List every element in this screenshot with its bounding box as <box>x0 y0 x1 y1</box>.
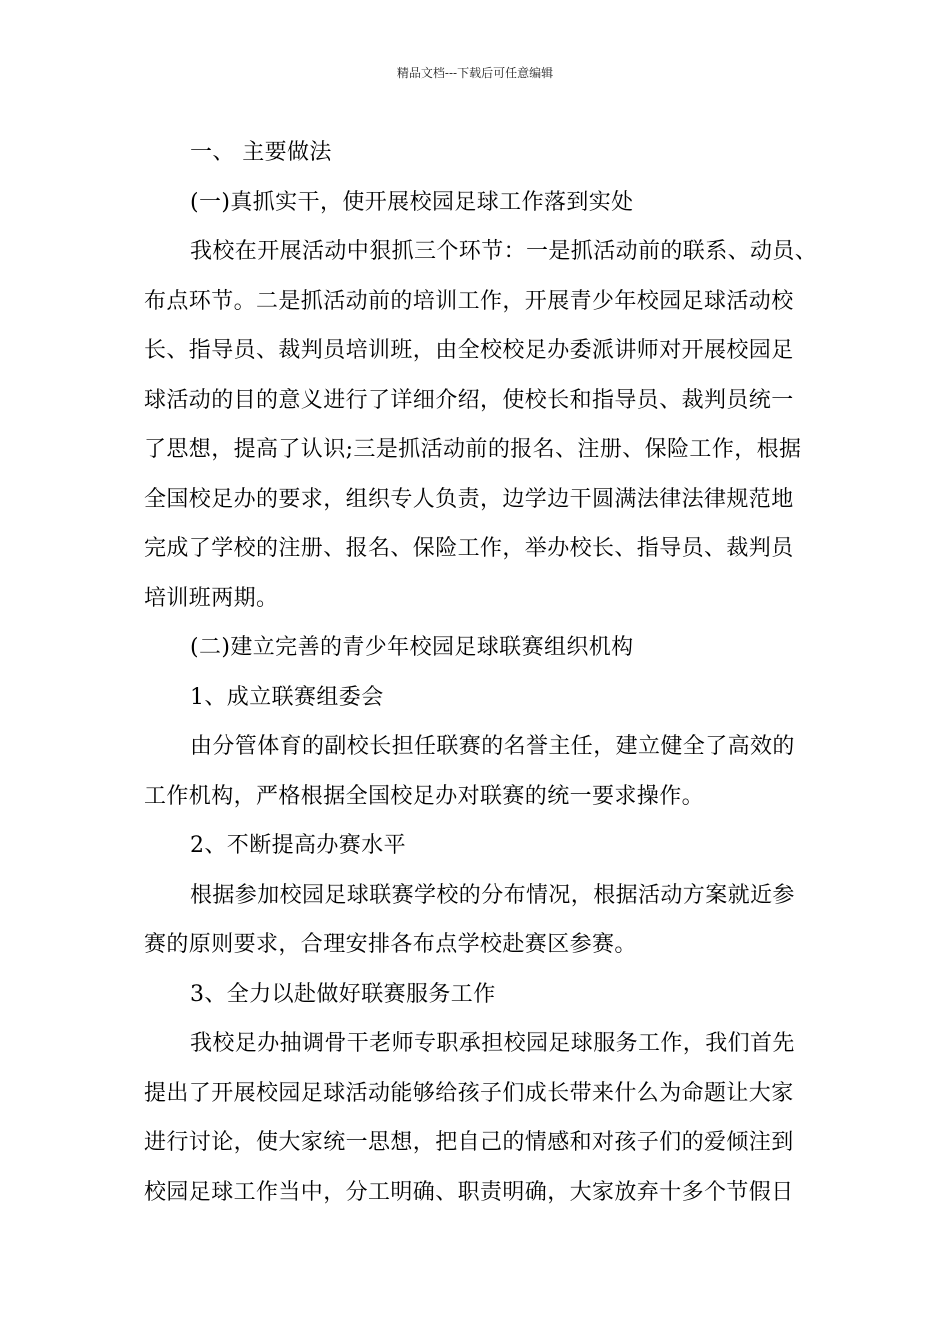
paragraph-line: 赛的原则要求，合理安排各布点学校赴赛区参赛。 <box>144 932 637 957</box>
paragraph-line: 布点环节。二是抓活动前的培训工作，开展青少年校园足球活动校 <box>144 288 794 314</box>
paragraph-line: 培训班两期。 <box>144 585 279 611</box>
item-heading: 3、全力以赴做好联赛服务工作 <box>190 981 496 1007</box>
paragraph-line: 工作机构，严格根据全国校足办对联赛的统一要求操作。 <box>144 783 705 809</box>
document-body <box>144 128 816 1217</box>
paragraph-line: 进行讨论，使大家统一思想，把自己的情感和对孩子们的爱倾注到 <box>144 1130 794 1155</box>
paragraph-line: 完成了学校的注册、报名、保险工作，举办校长、指导员、裁判员 <box>144 536 794 561</box>
subsection-heading: (二)建立完善的青少年校园足球联赛组织机构 <box>190 635 634 660</box>
paragraph-line: 根据参加校园足球联赛学校的分布情况，根据活动方案就近参 <box>190 882 795 908</box>
subsection-heading: (一)真抓实干，使开展校园足球工作落到实处 <box>190 189 634 215</box>
section-heading: 一、 主要做法 <box>190 140 332 165</box>
paragraph-line: 提出了开展校园足球活动能够给孩子们成长带来什么为命题让大家 <box>144 1080 794 1106</box>
paragraph-line: 我校在开展活动中狠抓三个环节：一是抓活动前的联系、动员、 <box>190 239 818 264</box>
paragraph-line: 了思想，提高了认识;三是抓活动前的报名、注册、保险工作，根据 <box>144 437 802 462</box>
item-heading: 1、成立联赛组委会 <box>190 684 384 710</box>
paragraph-line: 由分管体育的副校长担任联赛的名誉主任，建立健全了高效的 <box>190 734 795 759</box>
item-heading: 2、不断提高办赛水平 <box>190 833 406 858</box>
paragraph-line: 长、指导员、裁判员培训班，由全校校足办委派讲师对开展校园足 <box>144 338 794 363</box>
page-header: 精品文档---下载后可任意编辑 <box>396 66 554 80</box>
paragraph-line: 我校足办抽调骨干老师专职承担校园足球服务工作，我们首先 <box>190 1031 795 1056</box>
paragraph-line: 球活动的目的意义进行了详细介绍，使校长和指导员、裁判员统一 <box>144 387 794 413</box>
paragraph-line: 全国校足办的要求，组织专人负责，边学边干圆满法律法律规范地 <box>144 486 794 512</box>
paragraph-line: 校园足球工作当中，分工明确、职责明确，大家放弃十多个节假日 <box>144 1179 794 1205</box>
